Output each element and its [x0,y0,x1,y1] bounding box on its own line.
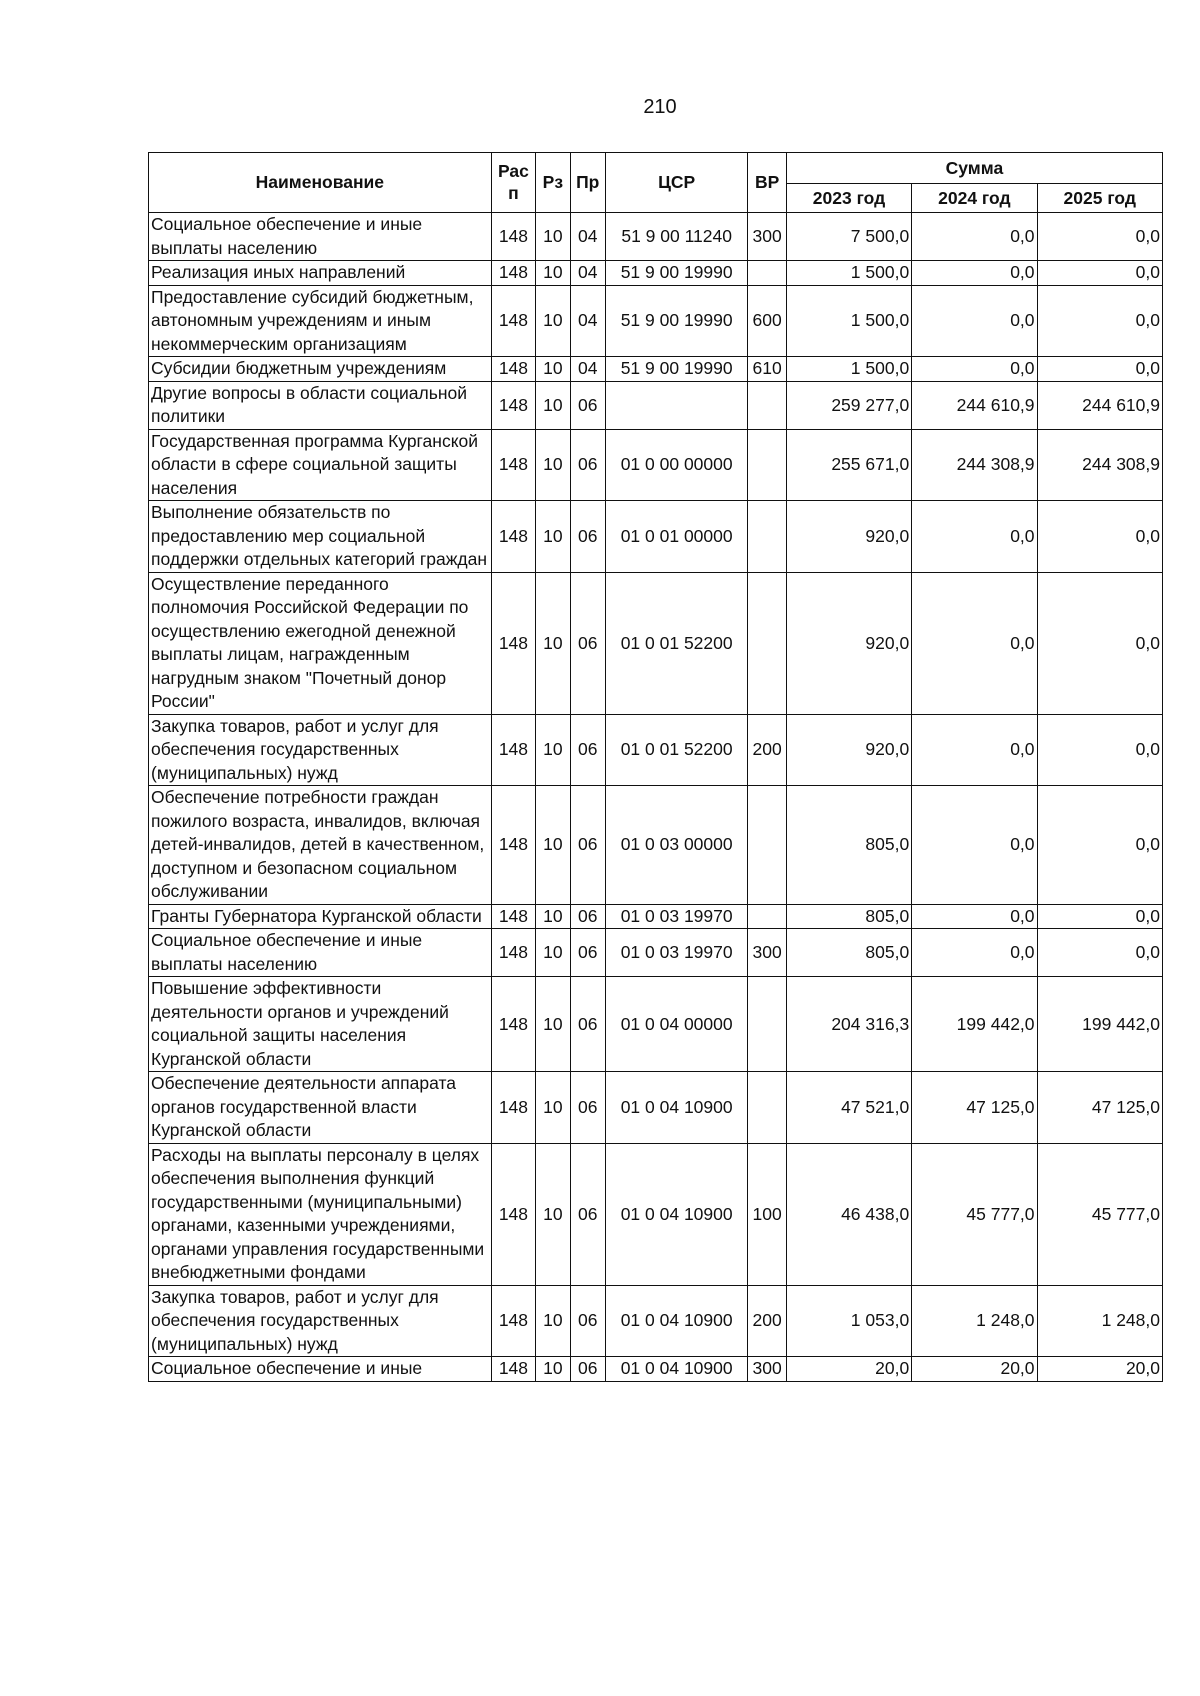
row-pr: 06 [570,1072,605,1144]
table-row [149,1285,1163,1357]
row-rasp: 148 [491,357,535,382]
row-sum-2025: 244 308,9 [1037,429,1162,501]
row-rasp: 148 [491,929,535,977]
table-row [149,786,1163,905]
row-sum-2024: 0,0 [912,572,1037,714]
row-sum-2023: 255 671,0 [786,429,911,501]
row-sum-2023: 805,0 [786,929,911,977]
row-name: Осуществление переданного полномочия Российской Федерации по осуществлению ежегодной денежной выплаты лицам, награжденным нагрудным знаком "Почетный донор России" [149,572,492,714]
row-rz: 10 [536,213,570,261]
row-pr: 06 [570,381,605,429]
table-row [149,714,1163,786]
header-csr: ЦСР [605,153,748,213]
table-row [149,213,1163,261]
row-rz: 10 [536,977,570,1072]
row-rasp: 148 [491,1143,535,1285]
row-csr: 51 9 00 19990 [605,261,748,286]
table-row [149,1072,1163,1144]
row-sum-2024: 0,0 [912,929,1037,977]
row-sum-2023: 920,0 [786,714,911,786]
row-vr: 300 [748,1357,786,1382]
header-rasp: Рас п [491,153,535,213]
row-rz: 10 [536,929,570,977]
table-row [149,1357,1163,1382]
row-vr [748,904,786,929]
row-vr [748,572,786,714]
row-pr: 06 [570,1285,605,1357]
row-rz: 10 [536,1285,570,1357]
row-rz: 10 [536,357,570,382]
row-sum-2023: 259 277,0 [786,381,911,429]
table-row [149,572,1163,714]
row-sum-2024: 0,0 [912,285,1037,357]
row-sum-2025: 199 442,0 [1037,977,1162,1072]
row-vr: 300 [748,929,786,977]
row-name: Предоставление субсидий бюджетным, автономным учреждениям и иным некоммерческим организациям [149,285,492,357]
header-rz: Рз [536,153,570,213]
row-rz: 10 [536,381,570,429]
row-csr: 01 0 04 10900 [605,1357,748,1382]
row-rz: 10 [536,904,570,929]
row-rasp: 148 [491,904,535,929]
row-sum-2025: 0,0 [1037,904,1162,929]
row-sum-2024: 244 308,9 [912,429,1037,501]
row-csr: 51 9 00 19990 [605,285,748,357]
row-vr: 200 [748,1285,786,1357]
row-sum-2024: 0,0 [912,714,1037,786]
row-vr: 600 [748,285,786,357]
row-sum-2024: 47 125,0 [912,1072,1037,1144]
row-rz: 10 [536,429,570,501]
row-sum-2023: 805,0 [786,904,911,929]
row-pr: 06 [570,714,605,786]
row-csr: 01 0 04 10900 [605,1072,748,1144]
row-rasp: 148 [491,786,535,905]
row-rz: 10 [536,714,570,786]
row-rz: 10 [536,1143,570,1285]
row-name: Закупка товаров, работ и услуг для обеспечения государственных (муниципальных) нужд [149,714,492,786]
row-csr: 01 0 04 10900 [605,1285,748,1357]
row-rasp: 148 [491,285,535,357]
row-name: Гранты Губернатора Курганской области [149,904,492,929]
row-sum-2025: 0,0 [1037,261,1162,286]
row-sum-2025: 20,0 [1037,1357,1162,1382]
row-rasp: 148 [491,714,535,786]
row-sum-2023: 46 438,0 [786,1143,911,1285]
row-sum-2023: 1 500,0 [786,357,911,382]
row-rasp: 148 [491,1357,535,1382]
row-rasp: 148 [491,572,535,714]
table-row [149,977,1163,1072]
row-sum-2024: 45 777,0 [912,1143,1037,1285]
row-vr: 610 [748,357,786,382]
row-csr: 01 0 01 00000 [605,501,748,573]
header-year-2024: 2024 год [912,184,1037,213]
budget-table [148,152,1163,1382]
row-sum-2024: 1 248,0 [912,1285,1037,1357]
row-sum-2025: 0,0 [1037,929,1162,977]
row-csr: 51 9 00 19990 [605,357,748,382]
row-csr: 01 0 03 19970 [605,929,748,977]
row-rasp: 148 [491,261,535,286]
page-number: 210 [643,96,677,118]
row-sum-2024: 0,0 [912,501,1037,573]
row-sum-2024: 0,0 [912,904,1037,929]
row-csr: 01 0 03 00000 [605,786,748,905]
row-vr: 100 [748,1143,786,1285]
row-sum-2025: 0,0 [1037,501,1162,573]
row-sum-2025: 45 777,0 [1037,1143,1162,1285]
row-sum-2025: 0,0 [1037,572,1162,714]
row-pr: 06 [570,904,605,929]
row-pr: 04 [570,285,605,357]
row-sum-2023: 7 500,0 [786,213,911,261]
row-rasp: 148 [491,1285,535,1357]
header-vr: ВР [748,153,786,213]
row-rasp: 148 [491,429,535,501]
row-name: Государственная программа Курганской области в сфере социальной защиты населения [149,429,492,501]
table-row [149,357,1163,382]
header-year-2023: 2023 год [786,184,911,213]
row-sum-2025: 244 610,9 [1037,381,1162,429]
row-sum-2024: 0,0 [912,786,1037,905]
row-name: Закупка товаров, работ и услуг для обеспечения государственных (муниципальных) нужд [149,1285,492,1357]
row-rz: 10 [536,1072,570,1144]
header-name: Наименование [149,153,492,213]
row-vr: 300 [748,213,786,261]
row-sum-2025: 0,0 [1037,213,1162,261]
row-rz: 10 [536,285,570,357]
row-pr: 06 [570,977,605,1072]
row-csr: 01 0 03 19970 [605,904,748,929]
row-pr: 06 [570,929,605,977]
row-csr: 51 9 00 11240 [605,213,748,261]
row-name: Социальное обеспечение и иные выплаты населению [149,213,492,261]
row-sum-2023: 204 316,3 [786,977,911,1072]
row-sum-2024: 0,0 [912,357,1037,382]
row-rasp: 148 [491,501,535,573]
row-sum-2024: 20,0 [912,1357,1037,1382]
row-sum-2024: 0,0 [912,213,1037,261]
row-name: Обеспечение деятельности аппарата органов государственной власти Курганской области [149,1072,492,1144]
table-row [149,285,1163,357]
table-row [149,261,1163,286]
row-sum-2025: 1 248,0 [1037,1285,1162,1357]
row-pr: 06 [570,786,605,905]
row-csr: 01 0 01 52200 [605,572,748,714]
row-sum-2023: 805,0 [786,786,911,905]
row-pr: 06 [570,429,605,501]
table-row [149,1143,1163,1285]
row-vr [748,1072,786,1144]
row-name: Обеспечение потребности граждан пожилого возраста, инвалидов, включая детей-инвалидов, детей в качественном, доступном и безопасном социальном обслуживании [149,786,492,905]
row-sum-2023: 1 053,0 [786,1285,911,1357]
table-row [149,429,1163,501]
row-sum-2023: 47 521,0 [786,1072,911,1144]
row-name: Социальное обеспечение и иные [149,1357,492,1382]
row-sum-2024: 0,0 [912,261,1037,286]
row-sum-2023: 920,0 [786,501,911,573]
row-vr [748,261,786,286]
row-rasp: 148 [491,1072,535,1144]
table-body [149,213,1163,1382]
row-rz: 10 [536,261,570,286]
row-pr: 06 [570,1357,605,1382]
row-csr: 01 0 04 00000 [605,977,748,1072]
row-name: Другие вопросы в области социальной политики [149,381,492,429]
row-sum-2023: 1 500,0 [786,261,911,286]
row-pr: 04 [570,213,605,261]
row-pr: 04 [570,357,605,382]
row-rz: 10 [536,572,570,714]
row-sum-2024: 199 442,0 [912,977,1037,1072]
row-rz: 10 [536,501,570,573]
row-name: Расходы на выплаты персоналу в целях обеспечения выполнения функций государственными (муниципальными) органами, казенными учреждениями, органами управления государственными внебюджетными фондами [149,1143,492,1285]
row-vr [748,786,786,905]
row-rasp: 148 [491,977,535,1072]
row-vr [748,501,786,573]
row-vr [748,977,786,1072]
table-header [149,153,1163,213]
row-vr: 200 [748,714,786,786]
header-sum: Сумма [786,153,1162,184]
row-pr: 06 [570,572,605,714]
header-pr: Пр [570,153,605,213]
row-csr: 01 0 00 00000 [605,429,748,501]
table-row [149,904,1163,929]
table-row [149,929,1163,977]
row-sum-2025: 0,0 [1037,786,1162,905]
row-csr: 01 0 04 10900 [605,1143,748,1285]
row-name: Субсидии бюджетным учреждениям [149,357,492,382]
row-rasp: 148 [491,213,535,261]
row-csr: 01 0 01 52200 [605,714,748,786]
row-rz: 10 [536,1357,570,1382]
row-pr: 06 [570,501,605,573]
row-sum-2025: 0,0 [1037,285,1162,357]
row-rasp: 148 [491,381,535,429]
row-sum-2023: 20,0 [786,1357,911,1382]
table-row [149,501,1163,573]
table-row [149,381,1163,429]
row-sum-2023: 1 500,0 [786,285,911,357]
row-sum-2025: 47 125,0 [1037,1072,1162,1144]
row-name: Социальное обеспечение и иные выплаты населению [149,929,492,977]
row-name: Повышение эффективности деятельности органов и учреждений социальной защиты населения Курганской области [149,977,492,1072]
row-name: Реализация иных направлений [149,261,492,286]
row-pr: 04 [570,261,605,286]
row-rz: 10 [536,786,570,905]
header-year-2025: 2025 год [1037,184,1162,213]
row-name: Выполнение обязательств по предоставлению мер социальной поддержки отдельных категорий граждан [149,501,492,573]
row-vr [748,381,786,429]
row-sum-2025: 0,0 [1037,714,1162,786]
row-sum-2025: 0,0 [1037,357,1162,382]
row-vr [748,429,786,501]
row-pr: 06 [570,1143,605,1285]
row-sum-2024: 244 610,9 [912,381,1037,429]
row-csr [605,381,748,429]
row-sum-2023: 920,0 [786,572,911,714]
